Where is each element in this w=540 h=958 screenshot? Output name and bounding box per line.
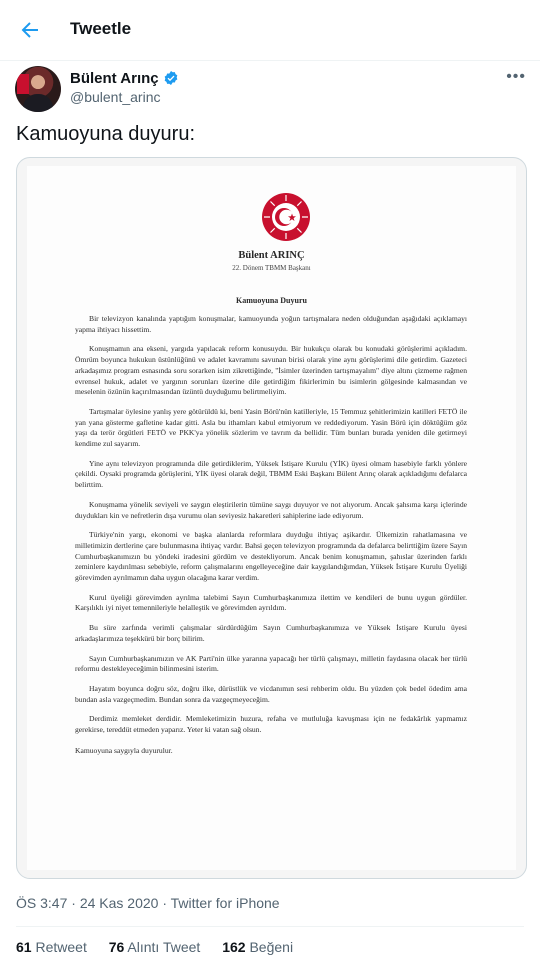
document-paragraph: Konuşmamın ana ekseni, yargıda yapılacak reform konusuydu. Bir hukukçu olarak bu konudaki görüşlerimi açıkladım. Ömrüm boyunca hukukun üstünlüğünü ve adalet kavramını savunan birisi olarak yine aynı görüşlerimi dile getirdim. Gazeteci arkadaşımız program esnasında soru sorarken isim zikrettiğinde, "İsimler üzerinden tartışmayalım" diye altını çizmeme rağmen evrensel hukuk, adalet ve yargının sorunları üzerine dile getirdiğim fikirlerimin bu isimlerin gölgesinde kalmasından ve meselenin özünün kaçırılmasından üzüntü duyduğumu belirtmeliyim.: [75, 344, 467, 397]
like-label: Beğeni: [249, 939, 294, 955]
like-count: 162: [222, 939, 246, 955]
tweet-text: Kamuoyuna duyuru:: [16, 123, 196, 145]
meta-separator: ·: [162, 895, 168, 911]
document-paragraph: Tartışmalar öylesine yanlış yere götürüldü ki, beni Yasin Börü'nün katilleriyle, 15 Temmuz şehitlerimizin katilleri FETÖ ile yan yana gösterme gafletine kadar gitti. Asla bu ithamları kabul etmiyorum ve reddediyorum. Yasin Börü için döktüğüm göz yaşı da terör örgütleri FETÖ ve PKK'ya yönelik sözlerim ve tavrım da bellidir. Tüm bunları burada yeniden dile getirmeyi kendime zul sayarım.: [75, 406, 467, 449]
tweet-time: ÖS 3:47: [16, 895, 68, 911]
author-name-row[interactable]: [70, 70, 179, 87]
quote-tweet-label: Alıntı Tweet: [127, 939, 201, 955]
retweet-count-link[interactable]: [16, 939, 87, 955]
document-paragraph: Konuşmama yönelik seviyeli ve saygın eleştirilerin tümüne saygı duyuyor ve not alıyorum. Ancak şahsıma karşı içlerinde duydukları kin ve nefretlerin dışa vurumu olan seviyesiz hakaretleri sahiplerine iade ediyorum.: [75, 499, 467, 520]
document-paragraph: Bu süre zarfında verimli çalışmalar sürdürdüğüm Sayın Cumhurbaşkanımıza ve Yüksek İstişare Kurulu üyesi arkadaşlarımıza teşekkürü bir borç bilirim.: [75, 623, 467, 643]
document-author-title: 22. Dönem TBMM Başkanı: [232, 264, 311, 272]
like-count-link[interactable]: [222, 939, 293, 955]
author-name[interactable]: Bülent Arınç: [70, 70, 159, 87]
document-author-name: Bülent ARINÇ: [238, 250, 305, 261]
top-bar: [0, 0, 540, 61]
divider: [16, 926, 524, 927]
avatar-suit: [23, 94, 53, 112]
quote-tweet-count: 76: [108, 939, 125, 955]
author-handle[interactable]: @bulent_arinc: [70, 89, 161, 105]
page-title: Tweetle: [70, 19, 132, 38]
document-closing: Kamuoyuna saygıyla duyurulur.: [75, 745, 173, 755]
meta-separator: ·: [71, 895, 76, 911]
verified-badge-icon: [163, 70, 179, 86]
more-options-icon[interactable]: •••: [506, 68, 526, 85]
document-heading: Kamuoyuna Duyuru: [236, 296, 307, 305]
tweet-stats: [16, 939, 311, 955]
tweet-source-link[interactable]: Twitter for iPhone: [170, 895, 280, 911]
document-paragraph: Derdimiz memleket derdidir. Memleketimizin huzura, refaha ve mutluluğa kavuşması için ne fedakârlık yapmamız gerekirse, tereddüt etmeden yaparız. Yeter ki vatan sağ olsun.: [75, 714, 467, 735]
tweet-meta: [16, 895, 280, 911]
document-page: [27, 166, 516, 870]
quote-tweet-count-link[interactable]: [109, 939, 201, 955]
retweet-count: 61: [16, 939, 32, 955]
document-paragraph: Kurul üyeliği görevimden ayrılma talebimi Sayın Cumhurbaşkanımıza ilettim ve kendileri de bunu uygun gördüler. Karşılıklı iyi niyet temennileriyle helalleştik ve görevimden ayrıldım.: [75, 592, 467, 613]
document-paragraph: Yine aynı televizyon programında dile getirdiklerim, Yüksek İstişare Kurulu (YİK) üyesi olmam hasebiyle farklı yönlere çekildi. Oysaki programda görüşlerini, YİK üyesi olarak değil, TBMM Eski Başkanı Bülent Arınç olarak açıkladığımı defalarca belirttim.: [75, 458, 467, 490]
avatar-flag: [17, 74, 29, 94]
tbmm-emblem-icon: [261, 192, 311, 242]
document-paragraph: Türkiye'nin yargı, ekonomi ve başka alanlarda reformlara duyduğu ihtiyaç aşikardır. Ülkemizin rahatlamasına ve milletimizin dertlerine çare bulunmasına ihtiyaç vardır. Bahsi geçen televizyon programında da defalarca belirttiğim üzere Sayın Cumhurbaşkanımızın bu yöndeki iradesini gördüm ve destekliyorum. Ancak benim konuşmamın, şahıslar üzerinden farklı zeminlere kaydırılması sebebiyle, reform çalışmalarını engelleyeceğine dair kaygılandığımdan, Yüksek İstişare Kurulu Üyeliği görevimden ayrılmamın daha uygun olacağına karar verdim.: [75, 530, 467, 583]
document-paragraph: Hayatım boyunca doğru söz, doğru ilke, dürüstlük ve vicdanımın sesi rehberim oldu. Bu yüzden çok bedel ödedim ama bundan asla vazgeçmedim. Bundan sonra da vazgeçmeyeceğim.: [75, 683, 467, 704]
document-paragraph: Bir televizyon kanalında yaptığım konuşmalar, kamuoyunda yoğun tartışmalara neden olduğundan aşağıdaki açıklamayı yapma ihtiyacı hissettim.: [75, 314, 467, 334]
document-paragraph: Sayın Cumhurbaşkanımızın ve AK Parti'nin ülke yararına yapacağı her türlü çalışmayı, milletin faydasına olacak her türlü reformu destekleyeceğimin bilinmesini isterim.: [75, 653, 467, 674]
tweet-time-link[interactable]: [16, 895, 158, 911]
tweet-image[interactable]: [16, 157, 527, 879]
document-body: [75, 314, 467, 766]
retweet-label: Retweet: [35, 939, 87, 955]
tweet-date: 24 Kas 2020: [79, 895, 159, 911]
avatar[interactable]: [15, 66, 61, 112]
back-arrow-icon[interactable]: [18, 18, 42, 42]
